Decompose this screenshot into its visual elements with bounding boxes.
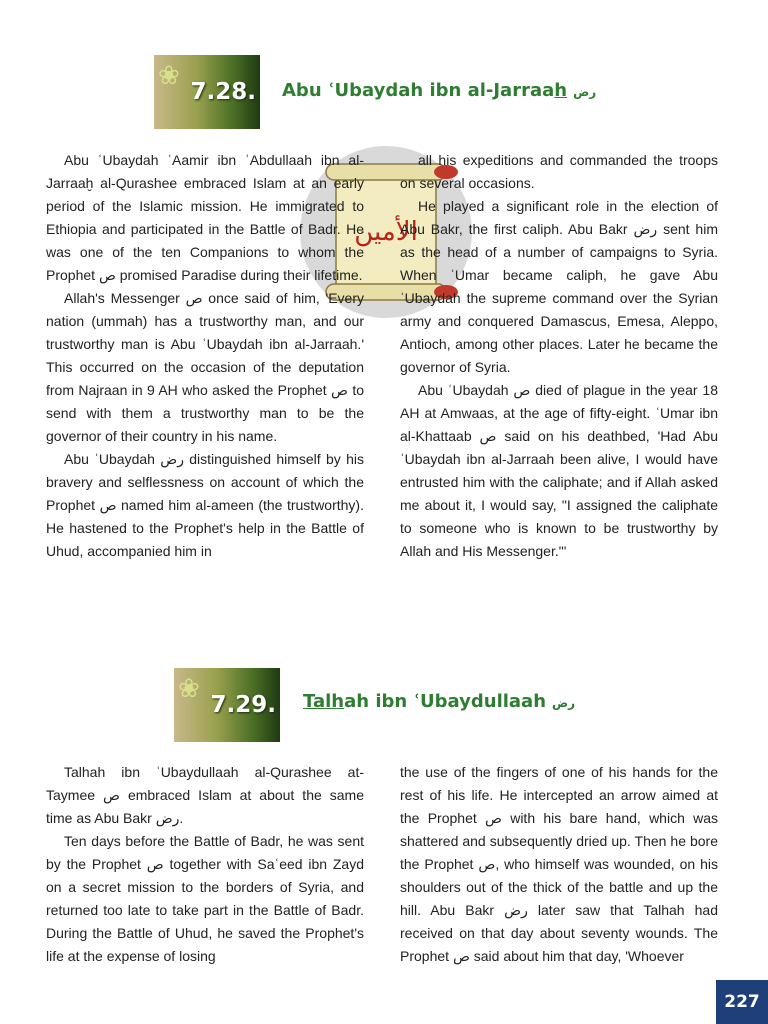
scroll-text: الأمين (354, 217, 418, 247)
leaf-ornament-icon: ❀ (178, 674, 200, 704)
section1-column-right (400, 149, 718, 563)
title-part: Abu (282, 80, 328, 101)
section-number: 7.29. (210, 692, 276, 718)
title-part: h (554, 80, 568, 101)
page-number: 227 (716, 980, 768, 1024)
paragraph: all his expeditions and commanded the troops on several occasions. (400, 152, 718, 191)
section2-column-left (46, 761, 364, 968)
paragraph: Ten days before the Battle of Badr, he was sent by the Prophet ص together with Saʿeed ibn Zayd on a secret mission to the borders of Syria, and returned too late to take part in the Battle of Badr. During the Battle of Uhud, he saved the Prophet's life at the expense of losing (46, 833, 365, 964)
paragraph: the use of the fingers of one of his hands for the rest of his life. He intercepted an arrow aimed at the Prophet ص with his bare hand, which was shattered and subsequently dried up. Then he bore the Prophet ص, who himself was wounded, on his shoulders out of the thick of the battle and up the hill. Abu Bakr رض later saw that Talhah had received on that day about seventy wounds. The Prophet ص said about him that day, 'Whoever (400, 764, 719, 964)
title-part: ʿ (327, 80, 335, 101)
section-number: 7.28. (190, 79, 256, 105)
section-title (282, 80, 596, 101)
honorific-icon: رض (552, 696, 576, 710)
paragraph: Allah's Messenger ص once said of him, 'Every nation (ummah) has a trustworthy man, and our trustworthy man is Abu ʿUbaydah ibn al-Jarraah.' This occurred on the occasion of the deputation from Najraan in 9 AH who asked the Prophet ص to send with them a trustworthy man to be the governor of their country in his name. (46, 290, 364, 444)
title-part: lh (325, 691, 345, 712)
section-badge-7-28 (154, 55, 260, 129)
title-part: ah ibn ʿUbaydullaah (344, 691, 547, 712)
section2-column-right (400, 761, 718, 968)
paragraph: Abu ʿUbaydah ʿAamir ibn ʿAbdullaah ibn al-Jarraaḫ al-Qurashee embraced Islam at an early period of the Islamic mission. He immigrated to Ethiopia and participated in the Battle of Badr. He was one of the ten Companions to whom the Prophet ص promised Paradise during their lifetime. (46, 152, 364, 283)
paragraph: He played a significant role in the election of Abu Bakr, the first caliph. Abu Bakr رض sent him as the head of a number of campaigns to Syria. When ʿUmar became caliph, he gave Abu ʿUbaydah the supreme command over the Syrian army and conquered Damascus, Emesa, Aleppo, Antioch, among other places. Later he became the governor of Syria. (400, 198, 718, 375)
paragraph: Abu ʿUbaydah رض distinguished himself by his bravery and selflessness on account of which the Prophet ص named him al-ameen (the trustworthy). He hastened to the Prophet's help in the Battle of Uhud, accompanied him in (46, 451, 364, 559)
paragraph: Talhah ibn ʿUbaydullaah al-Qurashee at-Taymee ص embraced Islam at about the same time as Abu Bakr رض. (46, 764, 364, 826)
section1-column-left (46, 149, 364, 563)
section-badge-7-29 (174, 668, 280, 742)
leaf-ornament-icon: ❀ (158, 61, 180, 91)
title-part: Ubaydah ibn al-Jarraa (334, 80, 555, 101)
honorific-icon: رض (573, 85, 597, 99)
section-title (303, 691, 575, 712)
title-part: Ta (303, 691, 326, 712)
paragraph: Abu ʿUbaydah ص died of plague in the year 18 AH at Amwaas, at the age of fifty-eight. ʿUmar ibn al-Khattaab ص said on his deathbed, 'Had Abu ʿUbaydah ibn al-Jarraah been alive, I would have entrusted him with the caliphate; and if Allah asked me about it, I would say, "I assigned the caliphate to someone who is known to be trustworthy by Allah and His Messenger."' (400, 382, 719, 559)
